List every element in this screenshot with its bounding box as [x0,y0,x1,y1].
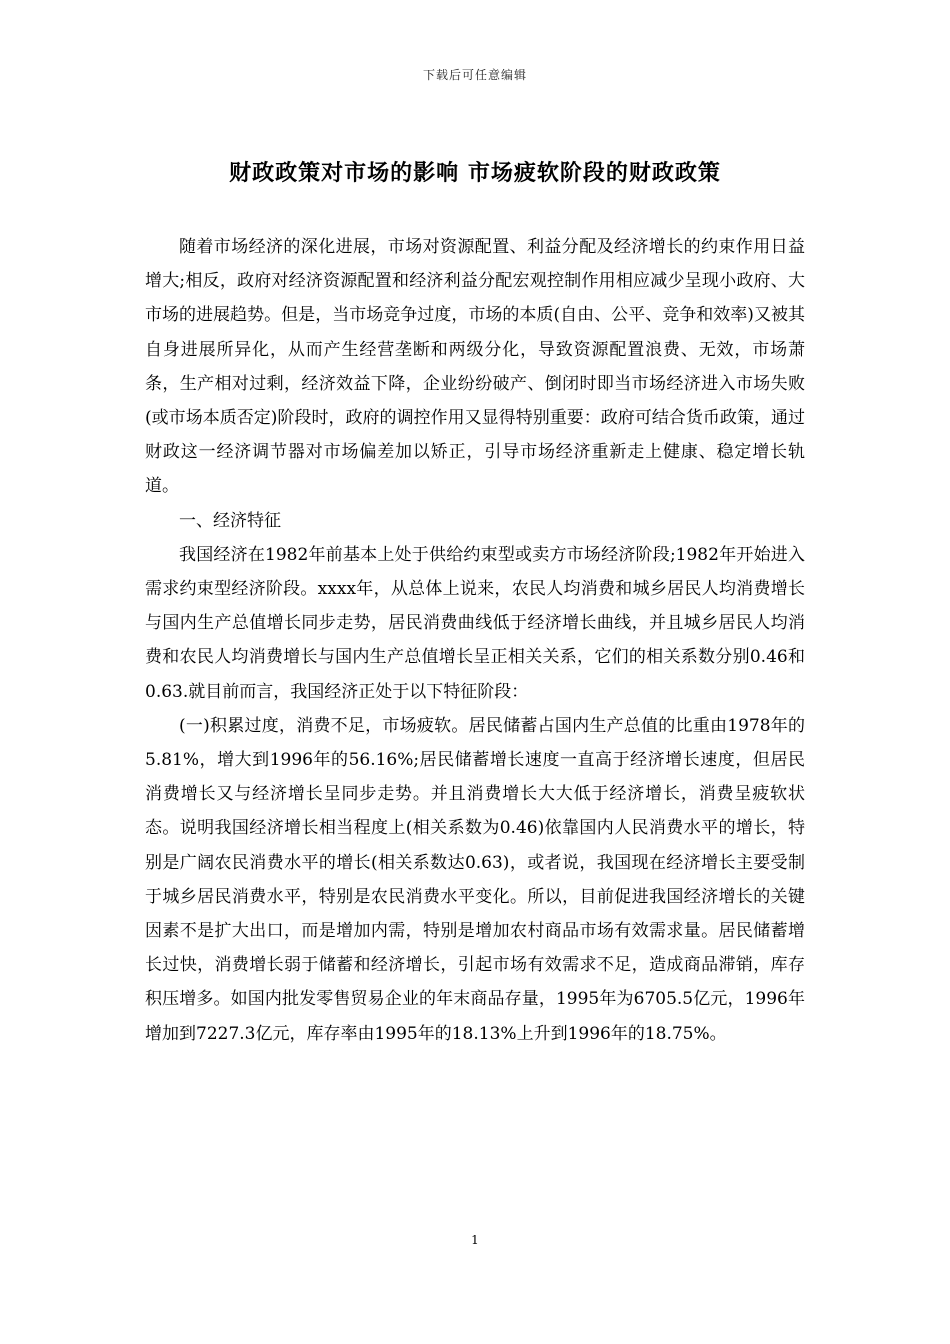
page-header-note: 下载后可任意编辑 [422,68,527,82]
document-title: 财政政策对市场的影响 市场疲软阶段的财政政策 [229,161,721,186]
paragraph-intro: 随着市场经济的深化进展，市场对资源配置、利益分配及经济增长的约束作用日益增大;相反，政府对经济资源配置和经济利益分配宏观控制作用相应减少呈现小政府、大市场的进展趋势。但是，当市场竞争过度，市场的本质(自由、公平、竞争和效率)又被其自身进展所异化，从而产生经营垄断和两级分化，导致资源配置浪费、无效，市场萧条，生产相对过剩，经济效益下降，企业纷纷破产、倒闭时即当市场经济进入市场失败(或市场本质否定)阶段时，政府的调控作用又显得特别重要：政府可结合货币政策，通过财政这一经济调节器对市场偏差加以矫正，引导市场经济重新走上健康、稳定增长轨道。 [145,237,805,497]
section-heading-economic-features: 一、经济特征 [179,510,281,531]
page-number: 1 [471,1233,479,1247]
document-body [145,230,805,1051]
paragraph-economic-stage: 我国经济在1982年前基本上处于供给约束型或卖方市场经济阶段;1982年开始进入需求约束型经济阶段。xxxx年，从总体上说来，农民人均消费和城乡居民人均消费增长与国内生产总值增长同步走势，居民消费曲线低于经济增长曲线，并且城乡居民人均消费和农民人均消费增长与国内生产总值增长呈正相关关系，它们的相关系数分别0.46和0.63.就目前而言，我国经济正处于以下特征阶段： [145,544,805,702]
paragraph-overaccumulation: (一)积累过度，消费不足，市场疲软。居民储蓄占国内生产总值的比重由1978年的5.81%，增大到1996年的56.16%;居民储蓄增长速度一直高于经济增长速度，但居民消费增长又与经济增长呈同步走势。并且消费增长大大低于经济增长，消费呈疲软状态。说明我国经济增长相当程度上(相关系数为0.46)依靠国内人民消费水平的增长，特别是广阔农民消费水平的增长(相关系数达0.63)，或者说，我国现在经济增长主要受制于城乡居民消费水平，特别是农民消费水平变化。所以，目前促进我国经济增长的关键因素不是扩大出口，而是增加内需，特别是增加农村商品市场有效需求量。居民储蓄增长过快，消费增长弱于储蓄和经济增长，引起市场有效需求不足，造成商品滞销，库存积压增多。如国内批发零售贸易企业的年末商品存量，1995年为6705.5亿元，1996年增加到7227.3亿元，库存率由1995年的18.13%上升到1996年的18.75%。 [145,715,805,1044]
